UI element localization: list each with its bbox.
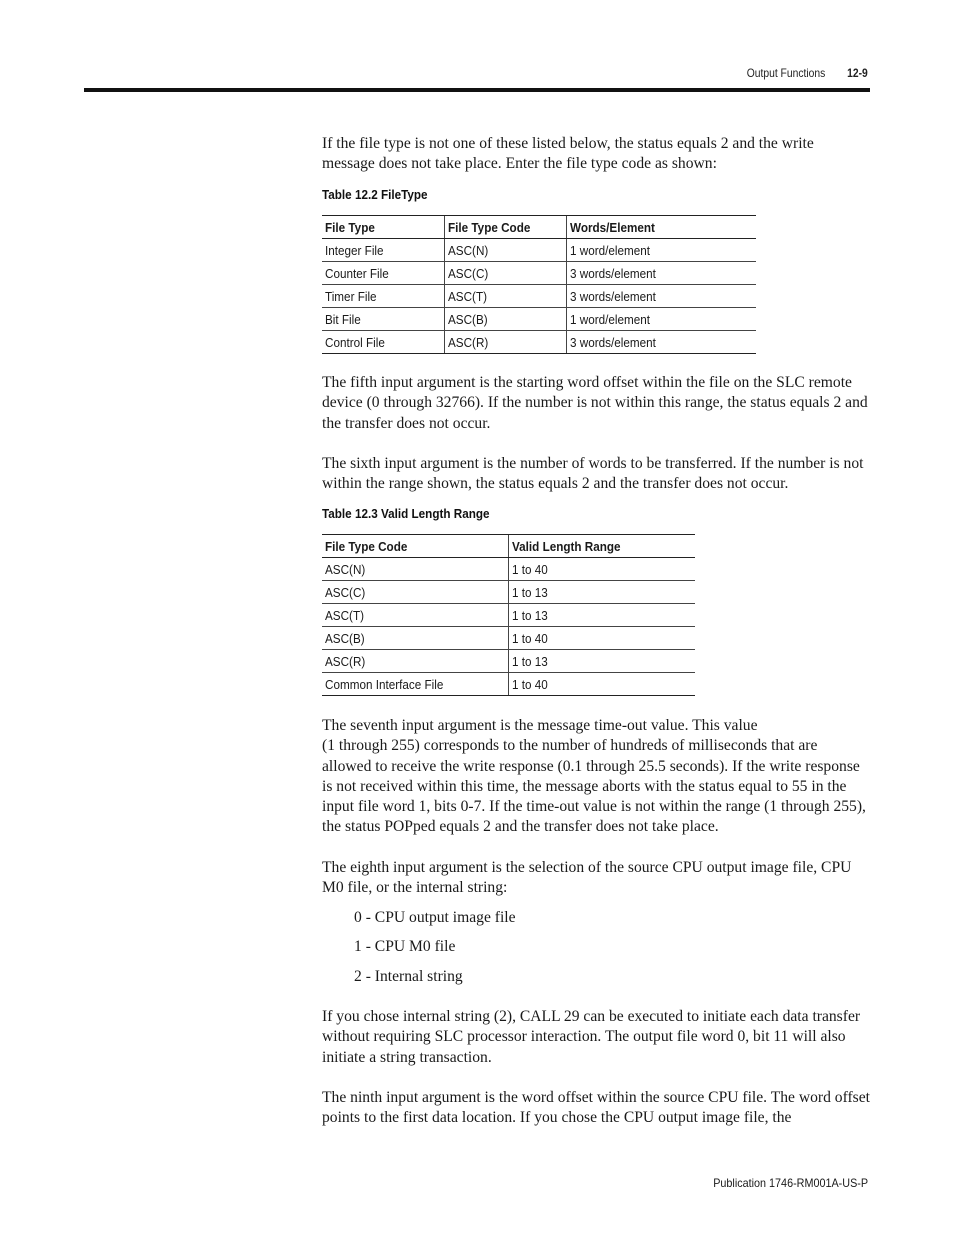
paragraph-fifth-argument: The fifth input argument is the starting word offset within the file on the SLC remote device (0 through 32766). If the number is not within this range, the status equals 2 and the transfer does not occur. [322, 374, 868, 432]
paragraph-ninth-argument: The ninth input argument is the word offset within the source CPU file. The word offset points to the first data location. If you chose the CPU output image file, the [322, 1089, 871, 1127]
table-cell: 3 words/element [566, 262, 756, 285]
paragraph-sixth-argument: The sixth input argument is the number of words to be transferred. If the number is not within the range shown, the status equals 2 and the transfer does not occur. [322, 455, 864, 493]
table-cell: Timer File [322, 285, 444, 308]
table-cell: 1 to 40 [508, 627, 695, 650]
paragraph-line: The seventh input argument is the message time-out value. This value [322, 717, 758, 734]
paragraph-internal-string: If you chose internal string (2), CALL 29 can be executed to initiate each data transfer without requiring SLC processor interaction. The output file word 0, bit 11 will also initiate a string transaction. [322, 1008, 861, 1066]
table-header-row [322, 216, 756, 239]
list-item: 0 - CPU output image file [354, 909, 516, 926]
table-row [322, 581, 695, 604]
table-cell: ASC(N) [322, 558, 508, 581]
table-row [322, 308, 756, 331]
column-header: Words/Element [566, 216, 756, 239]
column-header: File Type Code [444, 216, 566, 239]
table-cell: 1 to 13 [508, 581, 695, 604]
table-caption-file-type: Table 12.2 FileType [322, 187, 428, 202]
header-rule [84, 88, 870, 92]
table-row [322, 604, 695, 627]
table-row [322, 239, 756, 262]
column-header: File Type [322, 216, 444, 239]
table-cell: 1 word/element [566, 308, 756, 331]
file-type-table [322, 215, 756, 354]
table-cell: ASC(T) [444, 285, 566, 308]
table-cell: Common Interface File [322, 673, 508, 696]
table-cell: Counter File [322, 262, 444, 285]
table-row [322, 558, 695, 581]
table-cell: 1 to 13 [508, 650, 695, 673]
valid-length-table [322, 534, 695, 696]
column-header: File Type Code [322, 535, 508, 558]
table-cell: Control File [322, 331, 444, 354]
table-cell: ASC(R) [444, 331, 566, 354]
table-cell: ASC(C) [444, 262, 566, 285]
table-cell: ASC(C) [322, 581, 508, 604]
table-cell: 3 words/element [566, 285, 756, 308]
table-cell: ASC(B) [444, 308, 566, 331]
table-cell: 3 words/element [566, 331, 756, 354]
paragraph-line: (1 through 255) corresponds to the number of hundreds of milliseconds that are allowed to receive the write response (0.1 through 25.5 seconds). If the write response is not received within this time, the message aborts with the status equal to 55 in the input file word 1, bits 0-7. If the time-out value is not within the range (1 through 255), the status POPped equals 2 and the transfer does not take place. [322, 737, 866, 836]
table-cell: Integer File [322, 239, 444, 262]
table-cell: ASC(B) [322, 627, 508, 650]
table-cell: ASC(N) [444, 239, 566, 262]
table-row [322, 262, 756, 285]
list-item: 2 - Internal string [354, 968, 463, 985]
paragraph-eighth-argument: The eighth input argument is the selection of the source CPU output image file, CPU M0 file, or the internal string: [322, 859, 852, 897]
table-cell: 1 to 13 [508, 604, 695, 627]
table-header-row [322, 535, 695, 558]
table-row [322, 285, 756, 308]
paragraph-file-type-intro: If the file type is not one of these listed below, the status equals 2 and the write message does not take place. Enter the file type code as shown: [322, 135, 814, 173]
page-number: 12-9 [847, 66, 868, 80]
list-item: 1 - CPU M0 file [354, 938, 456, 955]
table-row [322, 627, 695, 650]
table-cell: 1 to 40 [508, 558, 695, 581]
table-cell: ASC(T) [322, 604, 508, 627]
table-cell: 1 to 40 [508, 673, 695, 696]
table-row [322, 673, 695, 696]
section-title: Output Functions [746, 66, 826, 80]
publication-footer: Publication 1746-RM001A-US-P [713, 1176, 868, 1190]
table-caption-valid-length: Table 12.3 Valid Length Range [322, 506, 490, 521]
table-cell: ASC(R) [322, 650, 508, 673]
paragraph-seventh-argument [322, 716, 870, 838]
running-header [747, 66, 868, 80]
table-row [322, 650, 695, 673]
column-header: Valid Length Range [508, 535, 695, 558]
table-cell: 1 word/element [566, 239, 756, 262]
table-row [322, 331, 756, 354]
table-cell: Bit File [322, 308, 444, 331]
